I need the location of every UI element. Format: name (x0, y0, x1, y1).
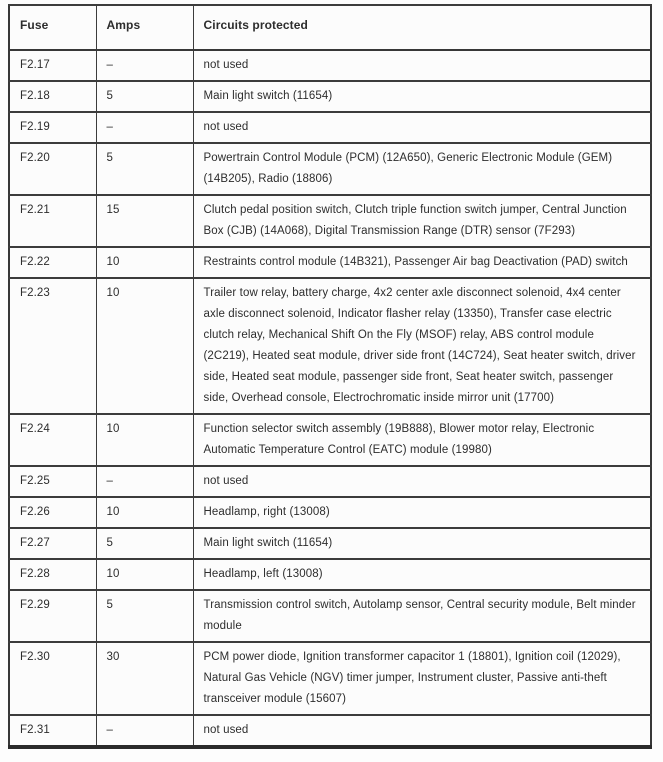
circuits-cell: Headlamp, left (13008) (193, 559, 651, 590)
fuse-cell: F2.25 (9, 466, 96, 497)
amps-cell: – (96, 50, 193, 81)
fuse-cell: F2.24 (9, 414, 96, 466)
column-header-circuits: Circuits protected (193, 5, 651, 50)
fuse-cell: F2.26 (9, 497, 96, 528)
fuse-cell: F2.29 (9, 590, 96, 642)
amps-cell: 10 (96, 559, 193, 590)
circuits-cell: not used (193, 466, 651, 497)
table-row (9, 497, 651, 528)
fuse-cell: F2.17 (9, 50, 96, 81)
circuits-cell: not used (193, 715, 651, 747)
amps-cell: 10 (96, 247, 193, 278)
table-header-row (9, 5, 651, 50)
amps-cell: 15 (96, 195, 193, 247)
circuits-cell: Powertrain Control Module (PCM) (12A650), Generic Electronic Module (GEM) (14B205), Radio (18806) (193, 143, 651, 195)
fuse-cell: F2.22 (9, 247, 96, 278)
circuits-cell: Headlamp, right (13008) (193, 497, 651, 528)
table-row (9, 81, 651, 112)
amps-cell: 5 (96, 590, 193, 642)
table-row (9, 112, 651, 143)
circuits-cell: Transmission control switch, Autolamp sensor, Central security module, Belt minder module (193, 590, 651, 642)
table-row (9, 143, 651, 195)
column-header-fuse: Fuse (9, 5, 96, 50)
table-row (9, 559, 651, 590)
table-row (9, 642, 651, 715)
amps-cell: 5 (96, 81, 193, 112)
circuits-cell: not used (193, 112, 651, 143)
fuse-cell: F2.20 (9, 143, 96, 195)
table-row (9, 414, 651, 466)
amps-cell: 10 (96, 414, 193, 466)
table-row (9, 278, 651, 414)
amps-cell: 10 (96, 497, 193, 528)
circuits-cell: PCM power diode, Ignition transformer capacitor 1 (18801), Ignition coil (12029), Natural Gas Vehicle (NGV) timer jumper, Instrument cluster, Passive anti-theft transceiver module (15607) (193, 642, 651, 715)
amps-cell: 30 (96, 642, 193, 715)
fuse-table (8, 4, 652, 749)
amps-cell: – (96, 715, 193, 747)
amps-cell: 5 (96, 528, 193, 559)
circuits-cell: Trailer tow relay, battery charge, 4x2 center axle disconnect solenoid, 4x4 center axle disconnect solenoid, Indicator flasher relay (13350), Transfer case electric clutch relay, Mechanical Shift On the Fly (MSOF) relay, ABS control module (2C219), Heated seat module, driver side front (14C724), Seat heater switch, driver side, Heated seat module, passenger side front, Seat heater switch, passenger side, Overhead console, Electrochromatic inside mirror unit (17700) (193, 278, 651, 414)
amps-cell: – (96, 466, 193, 497)
table-row (9, 195, 651, 247)
circuits-cell: not used (193, 50, 651, 81)
fuse-cell: F2.27 (9, 528, 96, 559)
table-row (9, 247, 651, 278)
fuse-cell: F2.28 (9, 559, 96, 590)
fuse-cell: F2.19 (9, 112, 96, 143)
table-row (9, 590, 651, 642)
amps-cell: 5 (96, 143, 193, 195)
amps-cell: 10 (96, 278, 193, 414)
table-row (9, 528, 651, 559)
fuse-cell: F2.21 (9, 195, 96, 247)
fuse-cell: F2.30 (9, 642, 96, 715)
circuits-cell: Clutch pedal position switch, Clutch triple function switch jumper, Central Junction Box (CJB) (14A068), Digital Transmission Range (DTR) sensor (7F293) (193, 195, 651, 247)
fuse-cell: F2.18 (9, 81, 96, 112)
circuits-cell: Restraints control module (14B321), Passenger Air bag Deactivation (PAD) switch (193, 247, 651, 278)
amps-cell: – (96, 112, 193, 143)
table-row (9, 50, 651, 81)
table-row (9, 466, 651, 497)
fuse-cell: F2.31 (9, 715, 96, 747)
column-header-amps: Amps (96, 5, 193, 50)
circuits-cell: Main light switch (11654) (193, 528, 651, 559)
fuse-cell: F2.23 (9, 278, 96, 414)
circuits-cell: Function selector switch assembly (19B888), Blower motor relay, Electronic Automatic Temperature Control (EATC) module (19980) (193, 414, 651, 466)
circuits-cell: Main light switch (11654) (193, 81, 651, 112)
table-row (9, 715, 651, 747)
